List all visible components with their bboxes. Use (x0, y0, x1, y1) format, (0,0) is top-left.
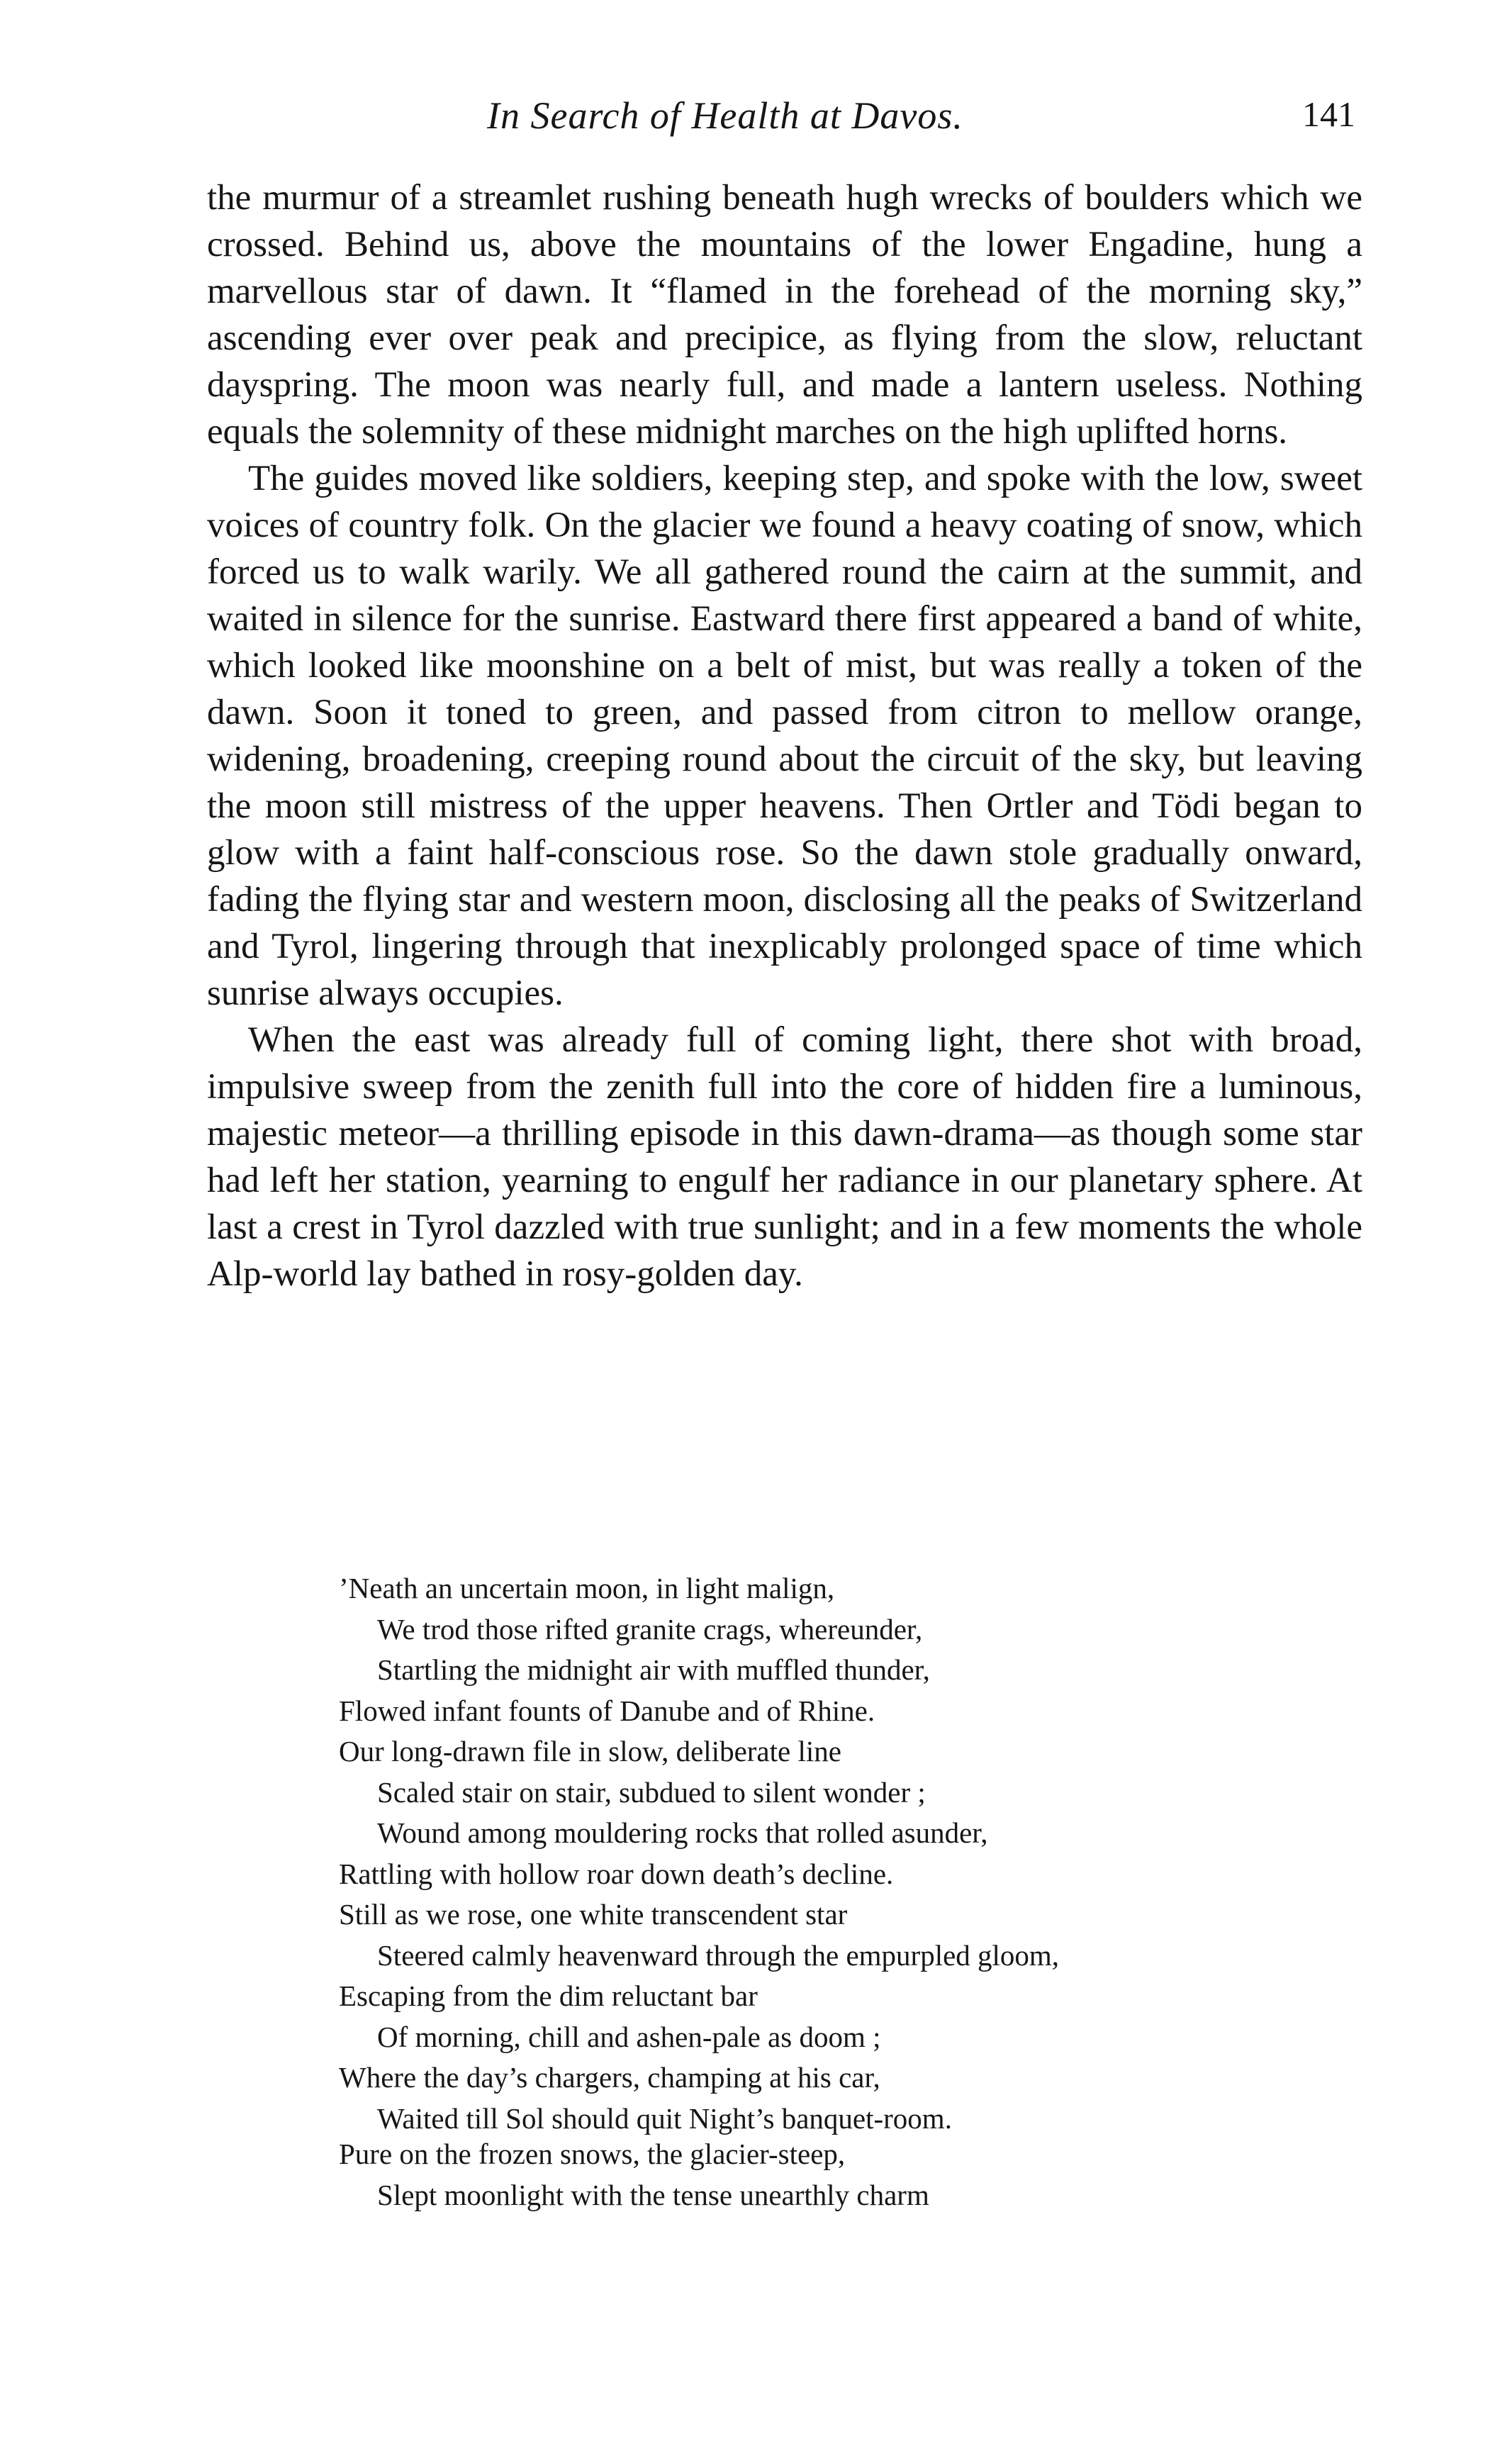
poem-stanza-1 (339, 1568, 1331, 2139)
paragraph-2: The guides moved like soldiers, keeping step, and spoke with the low, sweet voices of country folk. On the glacier we found a heavy coating of snow, which forced us to walk warily. We all gathered round the cairn at the summit, and waited in silence for the sunrise. Eastward there first appeared a band of white, which looked like moonshine on a belt of mist, but was really a token of the dawn. Soon it toned to green, and passed from citron to mellow orange, widening, broadening, creeping round about the circuit of the sky, but leaving the moon still mistress of the upper heavens. Then Ortler and Tödi began to glow with a faint half-conscious rose. So the dawn stole gradually onward, fading the flying star and western moon, disclosing all the peaks of Switzerland and Tyrol, lingering through that inexplicably prolonged space of time which sunrise always occupies. (207, 459, 1362, 1013)
prose-body (207, 174, 1362, 1297)
poem-line: Of morning, chill and ashen-pale as doom ; (377, 2020, 881, 2053)
poem-line: Still as we rose, one white transcendent star (339, 1898, 848, 1931)
poem-line: Escaping from the dim reluctant bar (339, 1979, 758, 2012)
poem-line: Pure on the frozen snows, the glacier-steep, (339, 2138, 846, 2170)
poem-line: Flowed infant founts of Danube and of Rhine. (339, 1694, 875, 1727)
running-title: In Search of Health at Davos. (487, 94, 963, 137)
running-header (207, 94, 1355, 150)
poem-line: Where the day’s chargers, champing at his car, (339, 2061, 880, 2094)
poem-line: Wound among mouldering rocks that rolled asunder, (377, 1816, 988, 1849)
poem-line: Rattling with hollow roar down death’s decline. (339, 1857, 894, 1890)
paragraph-3: When the east was already full of coming light, there shot with broad, impulsive sweep from the zenith full into the core of hidden fire a luminous, majestic meteor—a thrilling episode in this dawn-drama—as though some star had left her station, yearning to engulf her radiance in our planetary sphere. At last a crest in Tyrol dazzled with true sunlight; and in a few moments the whole Alp-world lay bathed in rosy-golden day. (207, 1020, 1362, 1294)
poem-line: Steered calmly heavenward through the empurpled gloom, (377, 1938, 1060, 1972)
poem-stanza-2 (339, 2134, 1331, 2216)
poem-line: Our long-drawn file in slow, deliberate line (339, 1735, 841, 1767)
paragraph-1: the murmur of a streamlet rushing beneath hugh wrecks of boulders which we crossed. Behind us, above the mountains of the lower Engadine, hung a marvellous star of dawn. It “flamed in the forehead of the morning sky,” ascending ever over peak and precipice, as flying from the slow, reluctant dayspring. The moon was nearly full, and made a lantern useless. Nothing equals the solemnity of these midnight marches on the high uplifted horns. (207, 178, 1362, 452)
poem-line: Slept moonlight with the tense unearthly charm (377, 2178, 929, 2211)
poem-line: ’Neath an uncertain moon, in light malign, (339, 1572, 835, 1604)
poem-line: Scaled stair on stair, subdued to silent wonder ; (377, 1775, 926, 1809)
poem-line: Waited till Sol should quit Night’s banquet-room. (377, 2101, 952, 2135)
page-number: 141 (1302, 94, 1355, 134)
poem-line: Startling the midnight air with muffled thunder, (377, 1653, 930, 1686)
poem-line: We trod those rifted granite crags, whereunder, (377, 1612, 923, 1646)
